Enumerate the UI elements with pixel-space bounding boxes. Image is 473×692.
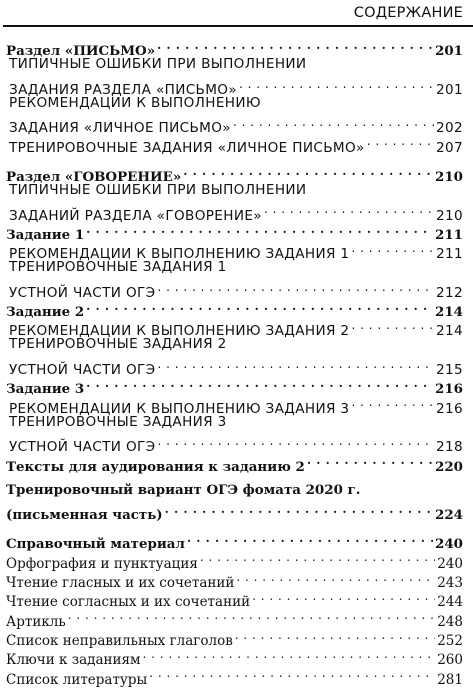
toc-page-number: 211 bbox=[436, 246, 463, 263]
toc-entry-line bbox=[6, 36, 463, 60]
toc-entry-title: ЗАДАНИЯ РАЗДЕЛА «ПИСЬМО» bbox=[9, 81, 238, 98]
header-divider bbox=[3, 25, 473, 27]
toc-entry[interactable] bbox=[6, 451, 463, 475]
toc-page-number: 252 bbox=[437, 632, 463, 649]
toc-entry-title: УСТНОЙ ЧАСТИ ОГЭ bbox=[9, 439, 156, 456]
toc-page-number: 202 bbox=[436, 120, 463, 137]
dot-leader bbox=[367, 132, 434, 151]
toc-entry-line bbox=[6, 297, 463, 321]
dot-leader bbox=[252, 587, 435, 606]
toc-entry-title: Справочный материал bbox=[6, 536, 185, 553]
toc-entry-title: Задание 3 bbox=[6, 381, 85, 398]
toc-entry-title: Орфография и пунктуация bbox=[6, 555, 198, 572]
toc-entry-line bbox=[6, 220, 463, 243]
toc-entry-line bbox=[9, 335, 463, 354]
toc-entry[interactable] bbox=[6, 606, 463, 630]
toc-entry-line bbox=[6, 568, 463, 592]
toc-entry-title: Чтение согласных и их сочетаний bbox=[6, 594, 251, 611]
toc-entry-title: Задание 1 bbox=[6, 226, 85, 243]
toc-entry-title: Ключи к заданиям bbox=[6, 652, 141, 669]
toc-entry-line bbox=[6, 481, 463, 500]
page-title: СОДЕРЖАНИЕ bbox=[353, 5, 463, 21]
dot-leader bbox=[143, 645, 436, 664]
toc-entry-line bbox=[6, 451, 463, 475]
toc-entry-line bbox=[9, 132, 463, 156]
toc-page-number: 214 bbox=[436, 323, 463, 340]
toc-entry-title: (письменная часть) bbox=[6, 507, 163, 524]
toc-entry-title: Раздел «ПИСЬМО» bbox=[6, 43, 156, 60]
toc-entry[interactable] bbox=[6, 548, 463, 572]
table-of-contents bbox=[6, 36, 463, 692]
toc-entry-title: ТРЕНИРОВОЧНЫЕ ЗАДАНИЯ 2 bbox=[9, 336, 227, 353]
toc-entry[interactable] bbox=[6, 239, 463, 263]
toc-page-number: 201 bbox=[435, 43, 463, 60]
toc-entry-line bbox=[9, 75, 463, 98]
toc-entry[interactable] bbox=[6, 568, 463, 592]
dot-leader bbox=[86, 297, 433, 316]
dot-leader bbox=[351, 393, 434, 412]
toc-entry[interactable] bbox=[6, 481, 463, 524]
toc-entry-title: ТРЕНИРОВОЧНЫЕ ЗАДАНИЯ 3 bbox=[9, 413, 227, 430]
toc-entry-title: ТРЕНИРОВОЧНЫЕ ЗАДАНИЯ 1 bbox=[9, 259, 227, 276]
dot-leader bbox=[187, 529, 433, 548]
toc-page-number: 260 bbox=[437, 652, 463, 669]
toc-page-number: 216 bbox=[435, 381, 463, 398]
toc-entry-line bbox=[9, 239, 463, 263]
dot-leader bbox=[183, 162, 433, 181]
toc-entry[interactable] bbox=[6, 626, 463, 649]
dot-leader bbox=[165, 500, 433, 519]
toc-entry-line bbox=[6, 664, 463, 688]
toc-entry[interactable] bbox=[6, 316, 463, 340]
dot-leader bbox=[200, 548, 435, 567]
toc-page-number: 224 bbox=[435, 507, 463, 524]
toc-page-number: 201 bbox=[436, 81, 463, 98]
toc-entry-title: Список неправильных глаголов bbox=[6, 632, 233, 649]
dot-leader bbox=[239, 75, 434, 94]
toc-entry-line bbox=[9, 316, 463, 340]
dot-leader bbox=[235, 626, 435, 645]
toc-entry-title: Тексты для аудирования к заданию 2 bbox=[6, 458, 305, 475]
toc-entry-line bbox=[9, 432, 463, 456]
toc-entry-title: ТИПИЧНЫЕ ОШИБКИ ПРИ ВЫПОЛНЕНИИ bbox=[9, 56, 307, 73]
dot-leader bbox=[157, 36, 433, 55]
toc-entry-title: Список литературы bbox=[6, 671, 148, 688]
dot-leader bbox=[86, 374, 433, 393]
toc-entry-title: ТРЕНИРОВОЧНЫЕ ЗАДАНИЯ «ЛИЧНОЕ ПИСЬМО» bbox=[9, 139, 365, 156]
toc-page-number: 240 bbox=[435, 536, 463, 553]
toc-entry-title: Раздел «ГОВОРЕНИЕ» bbox=[6, 169, 182, 186]
toc-entry[interactable] bbox=[6, 162, 463, 186]
toc-entry-title: ТИПИЧНЫЕ ОШИБКИ ПРИ ВЫПОЛНЕНИИ bbox=[9, 182, 307, 199]
toc-entry-line bbox=[6, 606, 463, 630]
toc-page-number: 212 bbox=[436, 284, 463, 301]
dot-leader bbox=[157, 355, 434, 374]
toc-entry-line bbox=[9, 181, 463, 200]
dot-leader bbox=[68, 606, 436, 625]
dot-leader bbox=[86, 220, 433, 239]
toc-entry-line bbox=[9, 113, 463, 137]
dot-leader bbox=[157, 432, 434, 451]
toc-section bbox=[6, 162, 463, 475]
toc-entry[interactable] bbox=[6, 393, 463, 417]
toc-section bbox=[6, 529, 463, 688]
toc-entry[interactable] bbox=[6, 94, 463, 137]
toc-entry-line bbox=[6, 626, 463, 649]
toc-entry-line bbox=[9, 393, 463, 417]
toc-entry-line bbox=[9, 355, 463, 379]
toc-entry[interactable] bbox=[6, 374, 463, 398]
toc-entry-title: ЗАДАНИЙ РАЗДЕЛА «ГОВОРЕНИЕ» bbox=[9, 207, 262, 224]
toc-entry-line bbox=[6, 529, 463, 553]
toc-entry[interactable] bbox=[6, 335, 463, 379]
toc-page-number: 207 bbox=[436, 139, 463, 156]
toc-entry-line bbox=[9, 258, 463, 277]
toc-page-number: 220 bbox=[435, 458, 463, 475]
toc-page-number: 211 bbox=[435, 226, 463, 243]
dot-leader bbox=[351, 316, 434, 335]
toc-entry[interactable] bbox=[6, 297, 463, 321]
toc-entry-title: Чтение гласных и их сочетаний bbox=[6, 575, 235, 592]
toc-entry-title: УСТНОЙ ЧАСТИ ОГЭ bbox=[9, 362, 156, 379]
toc-entry-line bbox=[9, 94, 463, 113]
dot-leader bbox=[264, 200, 434, 219]
dot-leader bbox=[157, 278, 434, 297]
toc-entry-title: РЕКОМЕНДАЦИИ К ВЫПОЛНЕНИЮ bbox=[9, 94, 261, 111]
toc-page-number: 214 bbox=[435, 304, 463, 321]
toc-entry-line bbox=[9, 55, 463, 74]
toc-entry[interactable] bbox=[6, 55, 463, 98]
toc-page-number: 281 bbox=[437, 671, 463, 688]
toc-page-number: 248 bbox=[437, 613, 463, 630]
toc-entry[interactable] bbox=[6, 413, 463, 456]
toc-entry[interactable] bbox=[6, 587, 463, 611]
toc-section bbox=[6, 36, 463, 156]
toc-entry-title: РЕКОМЕНДАЦИИ К ВЫПОЛНЕНИЮ ЗАДАНИЯ 2 bbox=[9, 323, 350, 340]
toc-entry[interactable] bbox=[6, 258, 463, 301]
toc-entry[interactable] bbox=[6, 181, 463, 224]
toc-entry-line bbox=[6, 645, 463, 669]
dot-leader bbox=[149, 664, 435, 683]
toc-entry-title: Задание 2 bbox=[6, 304, 85, 321]
toc-entry-line bbox=[6, 548, 463, 572]
toc-section bbox=[6, 481, 463, 524]
toc-entry[interactable] bbox=[6, 529, 463, 553]
dot-leader bbox=[307, 451, 433, 470]
toc-entry[interactable] bbox=[6, 645, 463, 669]
toc-page-number: 210 bbox=[436, 207, 463, 224]
toc-page-number: 240 bbox=[437, 555, 463, 572]
toc-entry-line bbox=[6, 374, 463, 398]
toc-entry-line bbox=[6, 162, 463, 186]
toc-entry-title: ЗАДАНИЯ «ЛИЧНОЕ ПИСЬМО» bbox=[9, 120, 231, 137]
toc-entry-title: РЕКОМЕНДАЦИИ К ВЫПОЛНЕНИЮ ЗАДАНИЯ 3 bbox=[9, 400, 350, 417]
toc-page-number: 218 bbox=[436, 439, 463, 456]
dot-leader bbox=[236, 568, 435, 587]
toc-page-number: 216 bbox=[436, 400, 463, 417]
toc-page-number: 215 bbox=[436, 362, 463, 379]
toc-entry-title: Тренировочный вариант ОГЭ фомата 2020 г. bbox=[6, 481, 361, 498]
toc-entry-line bbox=[6, 500, 463, 524]
toc-entry[interactable] bbox=[6, 132, 463, 156]
toc-entry-line bbox=[9, 278, 463, 301]
dot-leader bbox=[351, 239, 434, 258]
toc-page-number: 210 bbox=[435, 169, 463, 186]
toc-entry-title: УСТНОЙ ЧАСТИ ОГЭ bbox=[9, 284, 156, 301]
toc-entry-line bbox=[9, 200, 463, 224]
toc-page-number: 243 bbox=[437, 575, 463, 592]
toc-entry-title: Артикль bbox=[6, 613, 66, 630]
toc-entry[interactable] bbox=[6, 36, 463, 60]
toc-entry[interactable] bbox=[6, 664, 463, 688]
toc-entry-line bbox=[9, 413, 463, 432]
toc-entry-line bbox=[6, 587, 463, 611]
dot-leader bbox=[233, 113, 434, 132]
toc-entry[interactable] bbox=[6, 220, 463, 243]
toc-entry-title: РЕКОМЕНДАЦИИ К ВЫПОЛНЕНИЮ ЗАДАНИЯ 1 bbox=[9, 246, 350, 263]
toc-page-number: 244 bbox=[437, 594, 463, 611]
